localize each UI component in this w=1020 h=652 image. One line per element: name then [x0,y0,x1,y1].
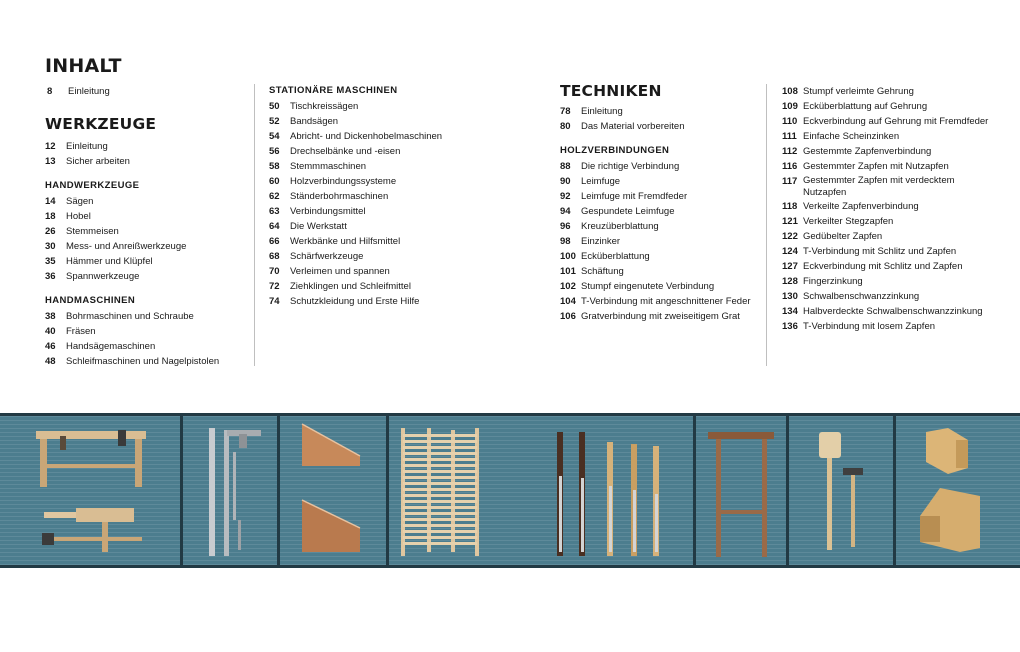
toc-entry[interactable] [269,204,442,219]
toc-entry[interactable] [45,139,130,154]
toc-entry[interactable] [45,324,219,339]
toc-entry[interactable] [782,174,988,199]
entry-title: Mess- und Anreißwerkzeuge [66,241,187,252]
section-title-holzverbindungen: HOLZVERBINDUNGEN [560,145,670,156]
page-number: 118 [782,201,798,212]
toc-entry[interactable] [782,114,988,129]
stationaere-maschinen-list [269,99,442,309]
intro-list [45,84,110,99]
toc-entry[interactable] [269,144,442,159]
toc-entry[interactable] [269,159,442,174]
entry-title: Handsägemaschinen [66,341,156,352]
entry-title: Hobel [66,211,91,222]
toc-entry[interactable] [269,114,442,129]
toc-entry[interactable] [45,339,219,354]
entry-title: Abricht- und Dickenhobelmaschinen [290,131,443,142]
handmaschinen-list [45,309,219,369]
page-number: 109 [782,101,798,112]
entry-title: Hämmer und Klüpfel [66,256,153,267]
entry-title: T-Verbindung mit angeschnittener Feder [581,296,751,307]
entry-title: Die Werkstatt [290,221,347,232]
toc-entry[interactable] [45,194,186,209]
mallet-and-hammer-image [789,416,893,565]
entry-title: Ecküberblattung auf Gehrung [803,101,928,112]
entry-title: Gespundete Leimfuge [581,206,675,217]
toc-entry[interactable] [782,289,988,304]
page-number: 74 [269,296,280,307]
page-number: 96 [560,221,571,232]
techniken-list [560,104,685,134]
entry-title: Gestemmte Zapfenverbindung [803,146,932,157]
page-number: 94 [560,206,571,217]
toc-entry[interactable] [782,244,988,259]
page-number: 35 [45,256,56,267]
page-number: 136 [782,321,798,332]
toc-entry[interactable] [782,274,988,289]
workbench-and-mallet-image [0,416,180,565]
page-number: 111 [782,131,797,142]
page-number: 110 [782,116,798,127]
entry-title: Verkeilter Stegzapfen [803,216,894,227]
entry-title: Gestemmter Zapfen mit Nutzapfen [803,161,949,172]
page-number: 127 [782,261,798,272]
entry-title: Schärfwerkzeuge [290,251,364,262]
page-number: 66 [269,236,280,247]
toc-entry[interactable] [560,174,751,189]
mitered-boards-image [280,416,386,565]
entry-title: Leimfuge mit Fremdfeder [581,191,688,202]
page-number: 108 [782,86,798,97]
tool-image-strip [0,413,1020,568]
toc-entry[interactable] [560,249,751,264]
entry-title: Bohrmaschinen und Schraube [66,311,194,322]
wood-joints-image [896,416,1020,565]
wooden-stool-image [696,416,786,565]
entry-title: T-Verbindung mit losem Zapfen [803,321,936,332]
toc-entry[interactable] [269,234,442,249]
toc-entry[interactable] [782,99,988,114]
column-divider [254,84,255,366]
toc-entry[interactable] [560,264,751,279]
section-title-techniken: TECHNIKEN [560,82,662,100]
page-number: 80 [560,121,571,132]
page-number: 88 [560,161,571,172]
page-number: 64 [269,221,280,232]
entry-title: Stemmeisen [66,226,119,237]
entry-title: Stumpf eingenutete Verbindung [581,281,715,292]
holzverbindungen-list [560,159,751,324]
toc-entry[interactable] [782,84,988,99]
entry-title: Stemmmaschinen [290,161,367,172]
section-title-handwerkzeuge: HANDWERKZEUGE [45,180,140,191]
entry-title: Tischkreissägen [290,101,359,112]
toc-entry[interactable] [560,309,751,324]
page-number: 36 [45,271,56,282]
entry-title: Einleitung [66,141,108,152]
page-number: 100 [560,251,576,262]
toc-entry[interactable] [45,224,186,239]
page-number: 60 [269,176,280,187]
toc-entry[interactable] [269,99,442,114]
page-number: 18 [45,211,56,222]
page-number: 30 [45,241,56,252]
page-number: 13 [45,156,56,167]
entry-title: Spannwerkzeuge [66,271,140,282]
page-number: 98 [560,236,571,247]
toc-entry[interactable] [45,309,219,324]
toc-entry[interactable] [560,234,751,249]
entry-title: Schleifmaschinen und Nagelpistolen [66,356,220,367]
page-number: 56 [269,146,280,157]
page-number: 8 [47,86,53,97]
entry-title: Drechselbänke und -eisen [290,146,401,157]
page-number: 116 [782,161,798,172]
toc-entry[interactable] [45,354,219,369]
section-title-werkzeuge: WERKZEUGE [45,115,157,133]
entry-title: Einfache Scheinzinken [803,131,900,142]
werkzeuge-list [45,139,130,169]
toc-entry[interactable] [269,264,442,279]
page-number: 106 [560,311,576,322]
toc-entry[interactable] [560,294,751,309]
page-number: 134 [782,306,798,317]
page-number: 52 [269,116,280,127]
entry-title: Einzinker [581,236,621,247]
page-number: 62 [269,191,280,202]
toc-entry[interactable] [269,219,442,234]
page-number: 128 [782,276,798,287]
page-title: INHALT [45,55,122,77]
page-number: 50 [269,101,280,112]
page-number: 122 [782,231,798,242]
toc-entry[interactable] [269,279,442,294]
page-number: 38 [45,311,56,322]
entry-title: Gedübelter Zapfen [803,231,883,242]
toc-entry[interactable] [269,189,442,204]
toc-entry[interactable] [269,249,442,264]
toc-entry[interactable] [782,129,988,144]
toc-entry[interactable] [782,144,988,159]
entry-title: Die richtige Verbindung [581,161,680,172]
page-number: 78 [560,106,571,117]
page-number: 101 [560,266,576,277]
toc-entry[interactable] [782,304,988,319]
joints-continued-list [782,84,988,334]
handwerkzeuge-list [45,194,186,284]
entry-title: Einleitung [581,106,623,117]
entry-title: Gestemmter Zapfen mit verdecktem Nutzapfen [803,175,955,198]
page-number: 48 [45,356,56,367]
entry-title: Fräsen [66,326,96,337]
page-number: 58 [269,161,280,172]
entry-title: Verleimen und spannen [290,266,390,277]
toc-entry[interactable] [269,294,442,309]
entry-title: Verbindungsmittel [290,206,366,217]
page-number: 102 [560,281,576,292]
toc-entry[interactable] [782,259,988,274]
toc-entry[interactable] [45,84,110,99]
section-title-handmaschinen: HANDMASCHINEN [45,295,136,306]
entry-title: Schwalbenschwanzzinkung [803,291,920,302]
section-title-stationaere-maschinen: STATIONÄRE MASCHINEN [269,85,398,96]
entry-title: Stumpf verleimte Gehrung [803,86,914,97]
entry-title: Verkeilte Zapfenverbindung [803,201,919,212]
page-number: 40 [45,326,56,337]
entry-title: Einleitung [68,86,110,97]
toc-entry[interactable] [560,119,685,134]
toc-entry[interactable] [45,239,186,254]
entry-title: Schutzkleidung und Erste Hilfe [290,296,420,307]
page-number: 54 [269,131,280,142]
entry-title: T-Verbindung mit Schlitz und Zapfen [803,246,957,257]
entry-title: Holzverbindungssysteme [290,176,397,187]
toc-entry[interactable] [782,319,988,334]
entry-title: Ecküberblattung [581,251,650,262]
page-number: 26 [45,226,56,237]
toc-entry[interactable] [45,254,186,269]
toc-entry[interactable] [269,174,442,189]
entry-title: Schäftung [581,266,624,277]
entry-title: Werkbänke und Hilfsmittel [290,236,401,247]
page-number: 112 [782,146,798,157]
toc-entry[interactable] [782,229,988,244]
toc-entry[interactable] [782,159,988,174]
entry-title: Halbverdeckte Schwalbenschwanzzinkung [803,306,983,317]
entry-title: Das Material vorbereiten [581,121,685,132]
toc-entry[interactable] [269,129,442,144]
toc-entry[interactable] [782,199,988,214]
entry-title: Ziehklingen und Schleifmittel [290,281,411,292]
page-number: 104 [560,296,576,307]
entry-title: Gratverbindung mit zweiseitigem Grat [581,311,740,322]
toc-entry[interactable] [45,154,130,169]
page-number: 70 [269,266,280,277]
toc-entry[interactable] [560,279,751,294]
toc-entry[interactable] [560,159,751,174]
toc-entry[interactable] [560,204,751,219]
page-number: 117 [782,176,798,187]
toc-entry[interactable] [45,209,186,224]
toc-entry[interactable] [560,104,685,119]
page-number: 130 [782,291,798,302]
page-number: 72 [269,281,280,292]
toc-entry[interactable] [782,214,988,229]
page-number: 46 [45,341,56,352]
page-number: 121 [782,216,798,227]
page-number: 92 [560,191,571,202]
rulers-and-calipers-image [183,416,277,565]
page-number: 90 [560,176,571,187]
entry-title: Eckverbindung mit Schlitz und Zapfen [803,261,963,272]
entry-title: Ständerbohrmaschinen [290,191,389,202]
entry-title: Fingerzinkung [803,276,863,287]
entry-title: Sicher arbeiten [66,156,130,167]
page-number: 68 [269,251,280,262]
entry-title: Kreuzüberblattung [581,221,659,232]
page-number: 12 [45,141,56,152]
page-number: 63 [269,206,280,217]
toc-entry[interactable] [45,269,186,284]
toc-entry[interactable] [560,189,751,204]
entry-title: Bandsägen [290,116,339,127]
toc-entry[interactable] [560,219,751,234]
entry-title: Sägen [66,196,94,207]
entry-title: Leimfuge [581,176,621,187]
slatted-folding-screen-image [389,416,693,565]
page-number: 14 [45,196,56,207]
column-divider [766,84,767,366]
entry-title: Eckverbindung auf Gehrung mit Fremdfeder [803,116,989,127]
page-number: 124 [782,246,798,257]
